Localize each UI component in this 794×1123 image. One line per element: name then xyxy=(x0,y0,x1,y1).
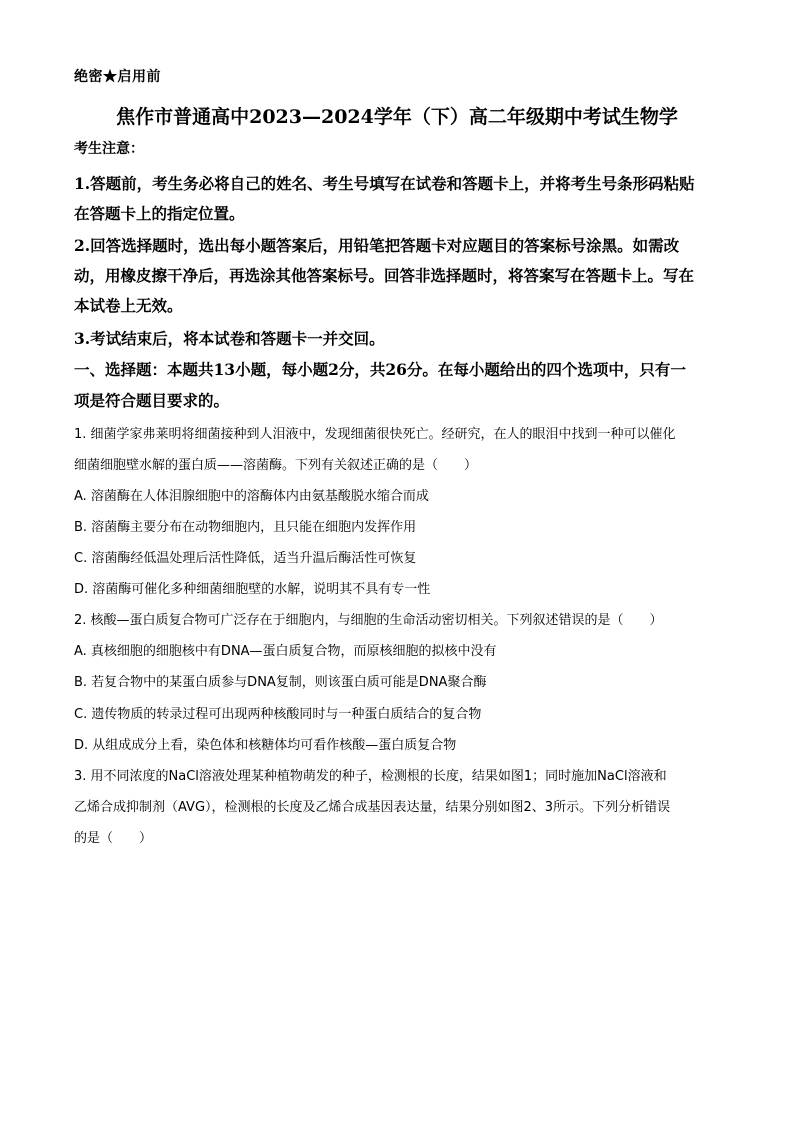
notice-heading: 考生注意： xyxy=(74,141,144,157)
section-heading: 项是符合题目要求的。 xyxy=(74,391,230,410)
notice-line: 2.回答选择题时，选出每小题答案后，用铅笔把答题卡对应题目的答案标号涂黑。如需改 xyxy=(74,236,680,255)
question-3-stem: 3. 用不同浓度的NaCl溶液处理某种植物萌发的种子，检测根的长度，结果如图1；同时施加NaCl溶液和 xyxy=(74,769,667,784)
question-1-option-d: D. 溶菌酶可催化多种细菌细胞壁的水解，说明其不具有专一性 xyxy=(74,582,431,597)
notice-line: 本试卷上无效。 xyxy=(74,296,183,315)
question-1-stem: 细菌细胞壁水解的蛋白质——溶菌酶。下列有关叙述正确的是（ ） xyxy=(74,458,478,473)
notice-line: 3.考试结束后，将本试卷和答题卡一并交回。 xyxy=(74,329,385,348)
exam-title: 焦作市普通高中2023—2024学年（下）高二年级期中考试生物学 xyxy=(116,106,678,128)
question-1-stem: 1. 细菌学家弗莱明将细菌接种到人泪液中，发现细菌很快死亡。经研究，在人的眼泪中找到一种可以催化 xyxy=(74,427,676,442)
question-2-option-d: D. 从组成成分上看，染色体和核糖体均可看作核酸—蛋白质复合物 xyxy=(74,738,457,753)
question-2-option-c: C. 遗传物质的转录过程可出现两种核酸同时与一种蛋白质结合的复合物 xyxy=(74,707,482,722)
question-1-option-c: C. 溶菌酶经低温处理后活性降低，适当升温后酶活性可恢复 xyxy=(74,551,417,566)
notice-line: 1.答题前，考生务必将自己的姓名、考生号填写在试卷和答题卡上，并将考生号条形码粘贴 xyxy=(74,174,695,193)
question-2-stem: 2. 核酸—蛋白质复合物可广泛存在于细胞内，与细胞的生命活动密切相关。下列叙述错误的是（ ） xyxy=(74,613,663,628)
notice-line: 动，用橡皮擦干净后，再选涂其他答案标号。回答非选择题时，将答案写在答题卡上。写在 xyxy=(74,266,695,285)
question-2-option-b: B. 若复合物中的某蛋白质参与DNA复制，则该蛋白质可能是DNA聚合酶 xyxy=(74,675,487,690)
question-2-option-a: A. 真核细胞的细胞核中有DNA—蛋白质复合物，而原核细胞的拟核中没有 xyxy=(74,644,497,659)
question-1-option-b: B. 溶菌酶主要分布在动物细胞内，且只能在细胞内发挥作用 xyxy=(74,520,417,535)
question-1-option-a: A. 溶菌酶在人体泪腺细胞中的溶酶体内由氨基酸脱水缩合而成 xyxy=(74,489,429,504)
question-3-stem: 乙烯合成抑制剂（AVG），检测根的长度及乙烯合成基因表达量，结果分别如图2、3所示。下列分析错误 xyxy=(74,800,671,815)
confidential-label: 绝密★启用前 xyxy=(74,69,161,85)
question-3-stem: 的是（ ） xyxy=(74,831,153,846)
notice-line: 在答题卡上的指定位置。 xyxy=(74,204,245,223)
section-heading: 一、选择题：本题共13小题，每小题2分，共26分。在每小题给出的四个选项中，只有一 xyxy=(74,360,686,379)
